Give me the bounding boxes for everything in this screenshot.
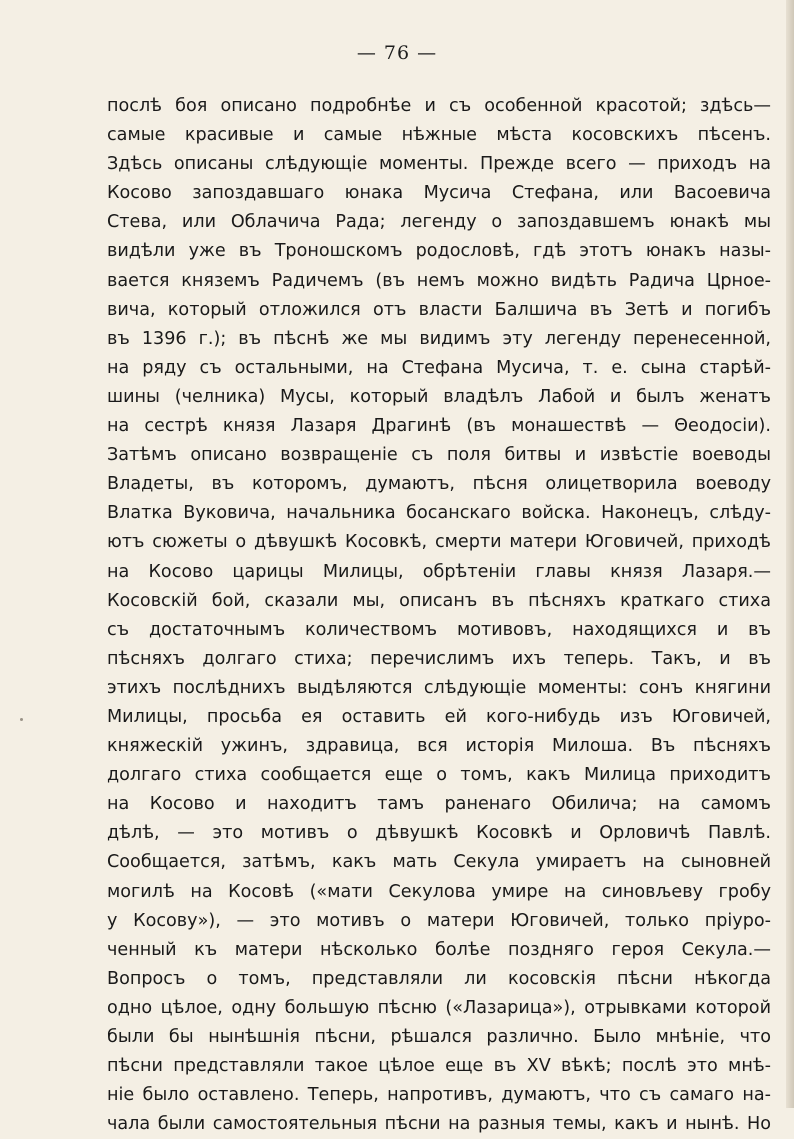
text-line: самые красивые и самые нѣжные мѣста косовскихъ пѣсенъ.: [107, 125, 771, 146]
text-line: одно цѣлое, одну большую пѣсню («Лазарица»), отрывками которой: [107, 997, 771, 1018]
text-line: шины (челника) Мусы, который владѣлъ Лабой и былъ женатъ: [107, 386, 771, 407]
text-line: Стева, или Облачича Рада; легенду о запоздавшемъ юнакѣ мы: [107, 212, 771, 233]
text-line: чала были самостоятельныя пѣсни на разныя темы, какъ и нынѣ. Но: [107, 1114, 771, 1135]
text-line: долгаго стиха сообщается еще о томъ, какъ Милица приходитъ: [107, 765, 771, 786]
text-line: видѣли уже въ Троношскомъ родословѣ, гдѣ этотъ юнакъ назы-: [107, 241, 771, 262]
text-line: вича, который отложился отъ власти Балшича въ Зетѣ и погибъ: [107, 299, 771, 320]
text-line: Сообщается, затѣмъ, какъ мать Секула умираетъ на сыновней: [107, 852, 771, 873]
text-line: послѣ боя описано подробнѣе и съ особенной красотой; здѣсь—: [107, 96, 771, 116]
text-line: вается княземъ Радичемъ (въ немъ можно видѣть Радича Црное-: [107, 270, 771, 291]
text-line: Затѣмъ описано возвращеніе съ поля битвы и извѣстіе воеводы: [107, 445, 771, 466]
text-line: Владеты, въ которомъ, думаютъ, пѣсня олицетворила воеводу: [107, 474, 771, 495]
paper-speck: [20, 718, 23, 721]
text-line: Здѣсь описаны слѣдующіе моменты. Прежде всего — приходъ на: [107, 154, 771, 175]
text-line: на ряду съ остальными, на Стефана Мусича, т. е. сына старѣй-: [107, 357, 771, 378]
page-edge-shadow: [786, 0, 794, 1108]
text-line: пѣсняхъ долгаго стиха; перечислимъ ихъ теперь. Такъ, и въ: [107, 648, 771, 669]
page-number: — 76 —: [356, 42, 438, 64]
text-line: княжескій ужинъ, здравица, вся исторія Милоша. Въ пѣсняхъ: [107, 736, 771, 757]
text-line: съ достаточнымъ количествомъ мотивовъ, находящихся и въ: [107, 619, 771, 640]
text-line: пѣсни представляли такое цѣлое еще въ XV вѣкѣ; послѣ это мнѣ-: [107, 1056, 771, 1077]
text-line: Влатка Вуковича, начальника босанскаго войска. Наконецъ, слѣду-: [107, 503, 771, 524]
text-line: у Косову»), — это мотивъ о матери Юговичей, только пріуро-: [107, 910, 771, 931]
text-line: Косово запоздавшаго юнака Мусича Стефана, или Васоевича: [107, 183, 771, 204]
text-line: на сестрѣ князя Лазаря Драгинѣ (въ монашествѣ — Θеодосіи).: [107, 416, 771, 437]
body-text: [107, 92, 771, 1139]
text-line: Милицы, просьба ея оставить ей кого-нибудь изъ Юговичей,: [107, 706, 771, 727]
text-line: были бы нынѣшнія пѣсни, рѣшался различно. Было мнѣніе, что: [107, 1027, 771, 1047]
text-line: на Косово и находитъ тамъ раненаго Обилича; на самомъ: [107, 794, 771, 815]
text-line: этихъ послѣднихъ выдѣляются слѣдующіе моменты: сонъ княгини: [107, 677, 771, 698]
text-line: могилѣ на Косовѣ («мати Секулова умире на синовљеву гробу: [107, 881, 771, 902]
text-line: Косовскій бой, сказали мы, описанъ въ пѣсняхъ краткаго стиха: [107, 590, 771, 611]
text-line: ченный къ матери нѣсколько болѣе поздняго героя Секула.—: [107, 939, 771, 960]
text-line: на Косово царицы Милицы, обрѣтеніи главы князя Лазаря.—: [107, 561, 771, 582]
text-line: ніе было оставлено. Теперь, напротивъ, думаютъ, что съ самаго на-: [107, 1085, 771, 1106]
text-line: въ 1396 г.); въ пѣснѣ же мы видимъ эту легенду перенесенной,: [107, 328, 771, 349]
text-line: ютъ сюжеты о дѣвушкѣ Косовкѣ, смерти матери Юговичей, приходѣ: [107, 532, 771, 553]
text-line: дѣлѣ, — это мотивъ о дѣвушкѣ Косовкѣ и Орловичѣ Павлѣ.: [107, 823, 771, 844]
text-line: Вопросъ о томъ, представляли ли косовскія пѣсни нѣкогда: [107, 968, 771, 989]
